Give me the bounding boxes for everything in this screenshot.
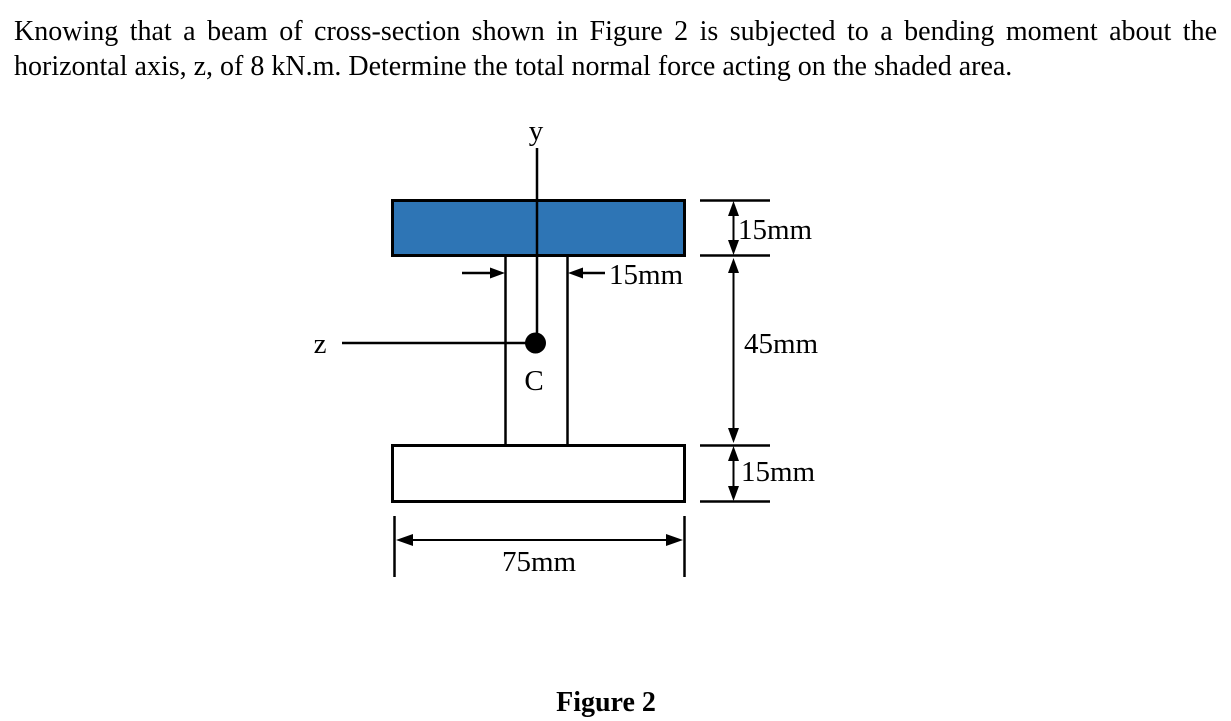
cross-section-diagram <box>0 90 1231 721</box>
top-flange-shaded-area <box>393 201 685 256</box>
problem-statement-line1: Knowing that a beam of cross-section shown in Figure 2 is subjected to a bending moment about the <box>14 16 1217 47</box>
bottom-flange-thickness-dim-label: 15mm <box>741 456 816 488</box>
web-height-dim-down-arrowhead-icon <box>728 428 739 443</box>
web-height-dim-up-arrowhead-icon <box>728 258 739 273</box>
total-width-dim-label: 75mm <box>501 546 577 578</box>
top-flange-thickness-dim-label: 15mm <box>738 214 813 246</box>
y-axis-label: y <box>528 115 544 147</box>
bottom-flange-dim-up-arrowhead-icon <box>728 446 739 461</box>
web-dim-left-arrowhead-icon <box>490 268 505 279</box>
width-dim-left-arrowhead-icon <box>396 534 413 546</box>
width-dim-right-arrowhead-icon <box>666 534 683 546</box>
centroid-label: C <box>524 365 544 397</box>
z-axis-label: z <box>313 328 327 360</box>
web-dim-right-arrowhead-icon <box>568 268 583 279</box>
web-width-dim-label: 15mm <box>609 259 684 291</box>
figure-caption: Figure 2 <box>556 687 656 718</box>
web-height-dim-label: 45mm <box>744 328 819 360</box>
problem-statement <box>14 14 1217 84</box>
bottom-flange-dim-down-arrowhead-icon <box>728 486 739 501</box>
centroid-dot <box>525 333 546 354</box>
bottom-flange <box>393 446 685 502</box>
figure-2 <box>0 90 1231 721</box>
problem-statement-line2: horizontal axis, z, of 8 kN.m. Determine the total normal force acting on the shaded area. <box>14 51 1013 82</box>
